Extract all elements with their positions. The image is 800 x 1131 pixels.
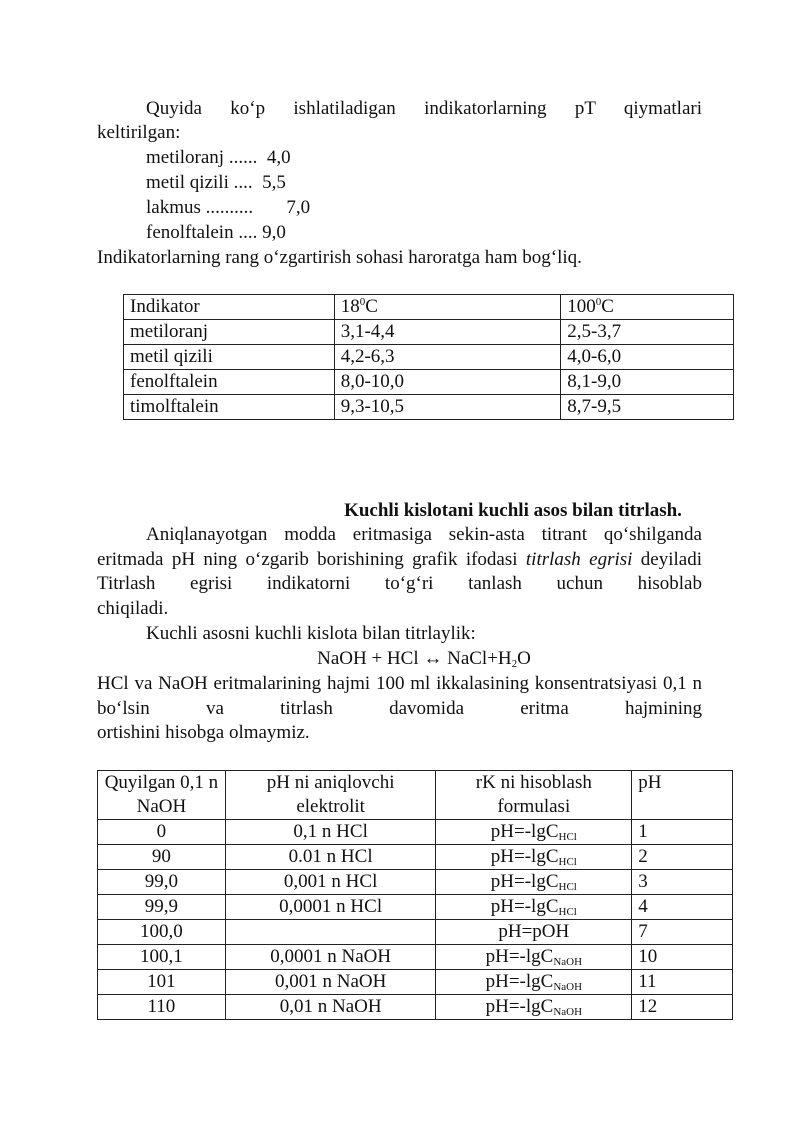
section-title: Kuchli kislotani kuchli asos bilan titrlash. [344,500,682,521]
table-cell: fenolftalein [124,370,335,395]
table-cell: 0,001 n NaOH [225,970,436,995]
table-cell: 2,5-3,7 [561,320,734,345]
table-row [98,970,733,995]
table-cell: 1 [632,820,733,845]
table-cell: 99,0 [98,870,226,895]
table-row [98,845,733,870]
titration-table [97,770,733,1020]
table-row [124,320,734,345]
table-cell: 0,0001 n HCl [225,895,436,920]
table-cell: metil qizili [124,345,335,370]
table-cell: 7 [632,920,733,945]
indicator-item: metiloranj ...... 4,0 [146,147,291,168]
table-row [98,820,733,845]
table-row [98,945,733,970]
titration-intro: Kuchli asosni kuchli kislota bilan titrlaylik: [146,623,476,644]
table-cell: 8,7-9,5 [561,395,734,420]
header-cell: rK ni hisoblash formulasi [436,771,632,820]
header-cell: $100^0C$ [561,295,734,320]
table-cell: 0,1 n HCl [225,820,436,845]
indicator-item: lakmus .......... 7,0 [146,197,311,218]
header-cell: $18^0C$ [334,295,561,320]
table-cell: 4,2-6,3 [334,345,561,370]
table-cell: 99,9 [98,895,226,920]
table-cell: pH=-lgC$_{HCl}$ [436,895,632,920]
intro-line-1: Quyida ko‘p ishlatiladigan indikatorlarning pT qiymatlari [146,98,702,119]
table-cell: pH=-lgC$_{HCl}$ [436,820,632,845]
table-cell: timolftalein [124,395,335,420]
table-cell: 100,1 [98,945,226,970]
table-cell: 4,0-6,0 [561,345,734,370]
table-cell: 4 [632,895,733,920]
table-cell: pH=-lgC$_{NaOH}$ [436,970,632,995]
table-cell: 0.01 n HCl [225,845,436,870]
table-cell: pH=pOH [436,920,632,945]
table-cell [225,920,436,945]
conditions-paragraph-end: ortishini hisobga olmaymiz. [97,722,310,743]
intro-line-2: keltirilgan: [97,122,181,143]
table-row [124,345,734,370]
table-row [124,395,734,420]
indicator-item: metil qizili .... 5,5 [146,172,286,193]
indicator-temperature-table [123,294,734,420]
table-row [98,895,733,920]
table-cell: 100,0 [98,920,226,945]
header-cell: Indikator [124,295,335,320]
table-header-row [124,295,734,320]
table-cell: metiloranj [124,320,335,345]
table-cell: 110 [98,995,226,1020]
table-cell: 11 [632,970,733,995]
table-row [98,870,733,895]
table-cell: 8,0-10,0 [334,370,561,395]
titration-curve-paragraph-end: chiqiladi. [97,598,169,619]
table-cell: 90 [98,845,226,870]
table-cell: 2 [632,845,733,870]
table-cell: 101 [98,970,226,995]
table-cell: 9,3-10,5 [334,395,561,420]
table-cell: pH=-lgC$_{HCl}$ [436,845,632,870]
table-cell: pH=-lgC$_{NaOH}$ [436,995,632,1020]
table-cell: 8,1-9,0 [561,370,734,395]
temperature-note: Indikatorlarning rang o‘zgartirish sohasi haroratga ham bog‘liq. [97,247,582,268]
table-cell: 3 [632,870,733,895]
conditions-paragraph: HCl va NaOH eritmalarining hajmi 100 ml ikkalasining konsentratsiyasi 0,1 n bo‘lsin va titrlash davomida eritma hajmining [97,673,702,719]
table-cell: 0,0001 n NaOH [225,945,436,970]
table-cell: 0,001 n HCl [225,870,436,895]
table-row [98,920,733,945]
reaction-equation: NaOH + HCl ↔ $NaCl+H_2O$ [317,648,531,670]
table-cell: 12 [632,995,733,1020]
table-cell: 0,01 n NaOH [225,995,436,1020]
header-cell: pH [632,771,733,820]
indicator-item: fenolftalein .... 9,0 [146,222,286,243]
titration-curve-paragraph: Aniqlanayotgan modda eritmasiga sekin-asta titrant qo‘shilganda eritmada pH ning o‘zgarib borishining grafik ifodasi titrlash egrisi deyiladi Titrlash egrisi indikatorni to‘g‘ri tanlash uchun hisoblab [97,524,702,595]
table-cell: 10 [632,945,733,970]
table-cell: pH=-lgC$_{HCl}$ [436,870,632,895]
table-cell: 0 [98,820,226,845]
table-row [98,995,733,1020]
table-header-row [98,771,733,820]
header-cell: Quyilgan 0,1 n NaOH [98,771,226,820]
header-cell: pH ni aniqlovchi elektrolit [225,771,436,820]
table-cell: 3,1-4,4 [334,320,561,345]
table-row [124,370,734,395]
table-cell: pH=-lgC$_{NaOH}$ [436,945,632,970]
